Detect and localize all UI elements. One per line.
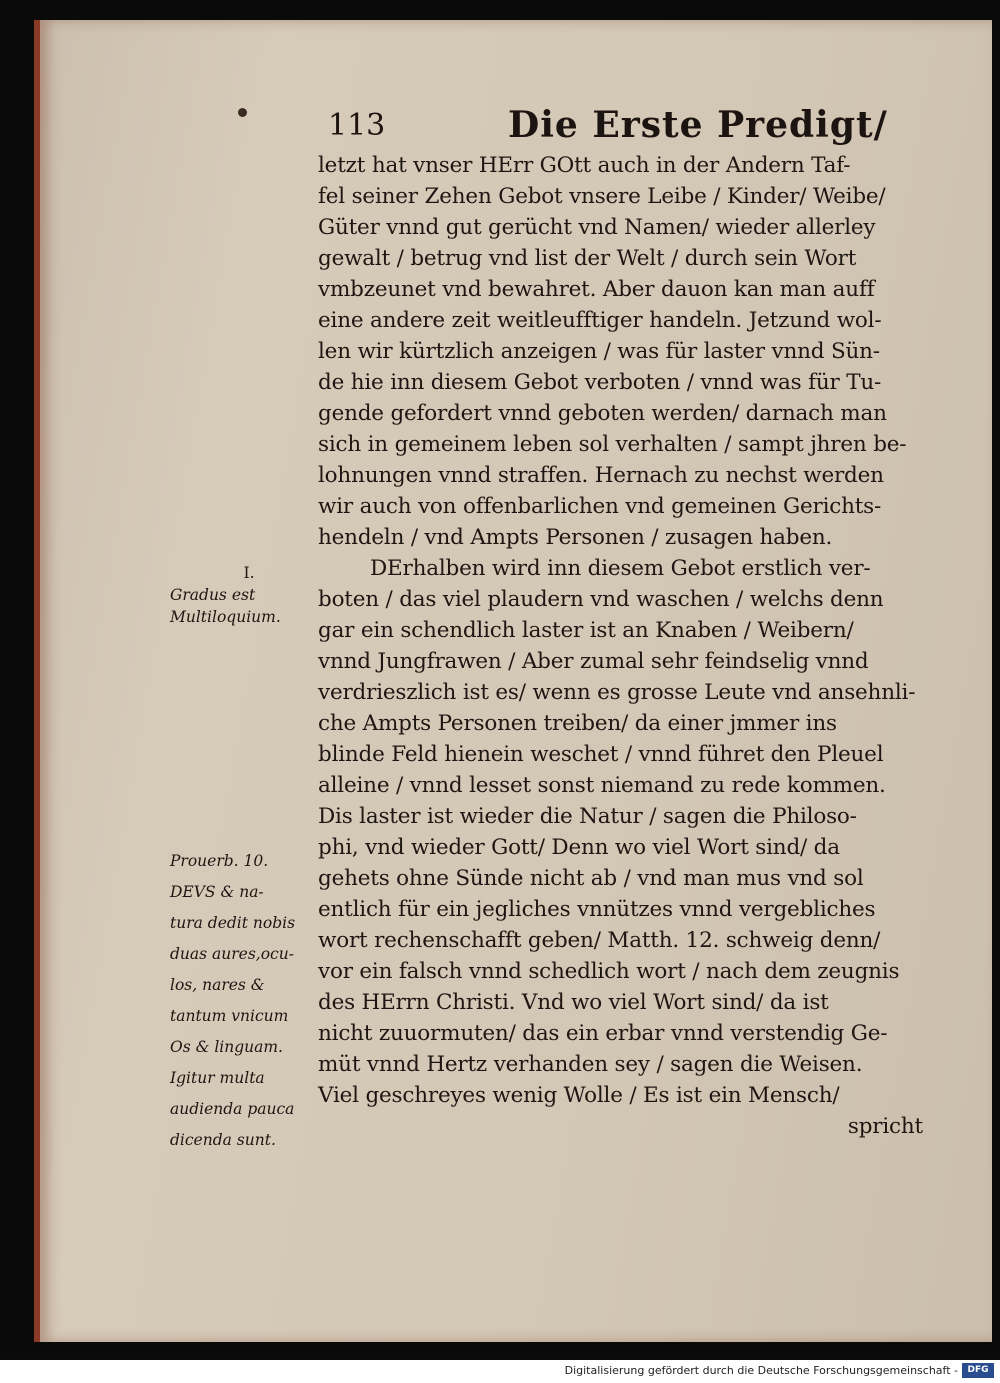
text-line: hendeln / vnd Ampts Personen / zusagen haben. <box>318 525 833 550</box>
text-line: fel seiner Zehen Gebot vnsere Leibe / Kinder/ Weibe/ <box>318 184 886 209</box>
margin-note-proverb <box>170 846 310 1156</box>
margin-note-line: Os & linguam. <box>170 1038 283 1056</box>
ink-spot <box>238 108 247 117</box>
text-line: de hie inn diesem Gebot verboten / vnnd was für Tu- <box>318 370 882 395</box>
text-line: lohnungen vnnd straffen. Hernach zu nechst werden <box>318 463 884 488</box>
margin-note-line: Multiloquium. <box>170 608 281 626</box>
body-text <box>318 150 943 1142</box>
text-line: gar ein schendlich laster ist an Knaben / Weibern/ <box>318 618 854 643</box>
catchword: spricht <box>847 1114 923 1139</box>
margin-note-line: I. <box>243 564 255 582</box>
margin-note-line: Igitur multa <box>170 1069 265 1087</box>
margin-note-line: Prouerb. 10. <box>170 852 269 870</box>
text-line: Viel geschreyes wenig Wolle / Es ist ein Mensch/ <box>318 1083 840 1108</box>
text-line: Güter vnnd gut gerücht vnd Namen/ wieder allerley <box>318 215 876 240</box>
margin-note-line: duas aures,ocu- <box>170 945 294 963</box>
text-line: des HErrn Christi. Vnd wo viel Wort sind/ da ist <box>318 990 829 1015</box>
dfg-logo-icon: DFG <box>962 1363 994 1378</box>
text-line: wort rechenschafft geben/ Matth. 12. schweig denn/ <box>318 928 881 953</box>
text-line: entlich für ein jegliches vnnützes vnnd vergebliches <box>318 897 876 922</box>
text-line: vmbzeunet vnd bewahret. Aber dauon kan man auff <box>318 277 875 302</box>
text-line: boten / das viel plaudern vnd waschen / welchs denn <box>318 587 884 612</box>
text-line: DErhalben wird inn diesem Gebot erstlich ver- <box>370 556 871 581</box>
text-line: gende gefordert vnnd geboten werden/ darnach man <box>318 401 887 426</box>
text-line: müt vnnd Hertz verhanden sey / sagen die Weisen. <box>318 1052 863 1077</box>
margin-note-line: los, nares & <box>170 976 265 994</box>
margin-note-line: audienda pauca <box>170 1100 295 1118</box>
text-line: verdrieszlich ist es/ wenn es grosse Leute vnd ansehnli- <box>318 680 916 705</box>
text-line: phi, vnd wieder Gott/ Denn wo viel Wort sind/ da <box>318 835 840 860</box>
page-header <box>328 104 948 148</box>
text-line: nicht zuuormuten/ das ein erbar vnnd verstendig Ge- <box>318 1021 888 1046</box>
funding-credit: Digitalisierung gefördert durch die Deutsche Forschungsgemeinschaft - <box>564 1364 958 1377</box>
text-line: len wir kürtzlich anzeigen / was für laster vnnd Sün- <box>318 339 880 364</box>
text-line: Dis laster ist wieder die Natur / sagen die Philoso- <box>318 804 857 829</box>
page-number: 113 <box>328 108 386 143</box>
margin-note-line: tura dedit nobis <box>170 914 296 932</box>
margin-note-line: dicenda sunt. <box>170 1131 276 1149</box>
margin-note-line: tantum vnicum <box>170 1007 289 1025</box>
footer-bar <box>0 1360 1000 1383</box>
text-line: wir auch von offenbarlichen vnd gemeinen Gerichts- <box>318 494 882 519</box>
text-line: vor ein falsch vnnd schedlich wort / nach dem zeugnis <box>318 959 900 984</box>
running-title: Die Erste Predigt/ <box>508 104 888 146</box>
text-line: sich in gemeinem leben sol verhalten / sampt jhren be- <box>318 432 907 457</box>
text-line: vnnd Jungfrawen / Aber zumal sehr feindselig vnnd <box>318 649 869 674</box>
margin-note-line: DEVS & na- <box>170 883 264 901</box>
text-line: gehets ohne Sünde nicht ab / vnd man mus vnd sol <box>318 866 864 891</box>
text-line: che Ampts Personen treiben/ da einer jmmer ins <box>318 711 837 736</box>
margin-note-line: Gradus est <box>170 586 256 604</box>
text-line: gewalt / betrug vnd list der Welt / durch sein Wort <box>318 246 857 271</box>
text-line: eine andere zeit weitleufftiger handeln. Jetzund wol- <box>318 308 882 333</box>
margin-note-gradus <box>170 562 310 628</box>
text-line: blinde Feld hienein weschet / vnnd führet den Pleuel <box>318 742 884 767</box>
text-line: alleine / vnnd lesset sonst niemand zu rede kommen. <box>318 773 886 798</box>
text-line: letzt hat vnser HErr GOtt auch in der Andern Taf- <box>318 153 851 178</box>
